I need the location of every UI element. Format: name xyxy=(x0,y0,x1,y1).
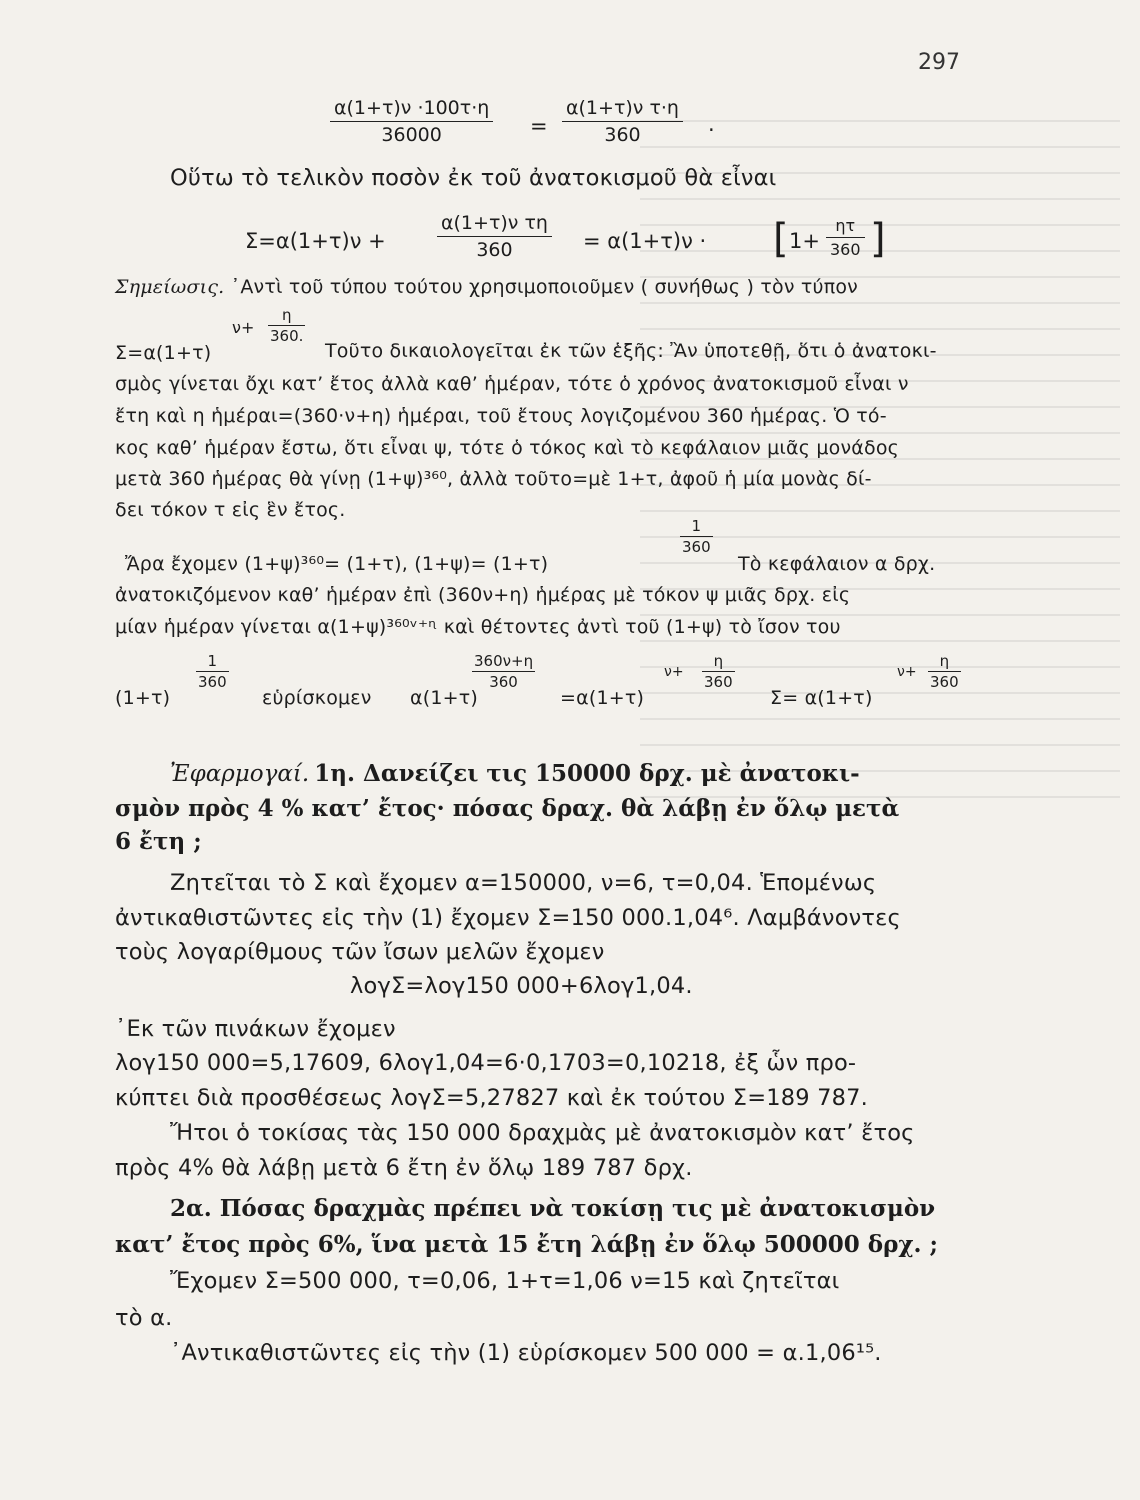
eq1-right-fraction xyxy=(562,97,683,146)
eq2-bracket-open: [ xyxy=(773,216,789,262)
eq4-e-prefix: ν+ xyxy=(897,664,917,680)
eq4-a-denominator: 360 xyxy=(198,673,227,691)
eq3-exp-prefix: ν+ xyxy=(232,318,255,337)
eq2-inner-denominator: 360 xyxy=(826,237,865,259)
eq3-base: Σ=α(1+τ) xyxy=(115,342,212,364)
eq4-d-prefix: ν+ xyxy=(664,664,684,680)
paragraph1-line-1: Τοῦτο δικαιολογεῖται ἐκ τῶν ἑξῆς: Ἂν ὑποτεθῇ, ὅτι ὁ ἀνατοκι- xyxy=(325,340,937,362)
paragraph1-line-5: μετὰ 360 ἡμέρας θὰ γίνῃ (1+ψ)³⁶⁰, ἀλλὰ τοῦτο=μὲ 1+τ, ἀφοῦ ἡ μία μονὰς δί- xyxy=(115,468,872,490)
solution1-line-2: ἀντικαθιστῶντες εἰς τὴν (1) ἔχομεν Σ=150 000.1,04⁶. Λαμβάνοντες xyxy=(115,905,901,931)
question2-line-2: κατ’ ἔτος πρὸς 6%, ἵνα μετὰ 15 ἔτη λάβῃ ἐν ὅλῳ 500000 δρχ. ; xyxy=(115,1231,939,1258)
eq4-a: (1+τ) xyxy=(115,687,171,709)
eq4-c-denominator: 360 xyxy=(472,671,535,691)
eq3-exp-denominator: 360. xyxy=(270,327,304,345)
solution2-line-3: ᾿Αντικαθιστῶντες εἰς τὴν (1) εὑρίσκομεν 500 000 = α.1,06¹⁵. xyxy=(170,1340,882,1366)
ara-exp-denominator: 360 xyxy=(682,538,711,556)
note-label: Σημείωσις. xyxy=(115,276,225,298)
page-number: 297 xyxy=(918,50,960,75)
paragraph1-line-2: σμὸς γίνεται ὄχι κατ’ ἔτος ἀλλὰ καθ’ ἡμέραν, τότε ὁ χρόνος ἀνατοκισμοῦ εἶναι ν xyxy=(115,373,909,395)
paragraph2-line-2: μίαν ἡμέραν γίνεται α(1+ψ)³⁶⁰ᵛ⁺ᶯ καὶ θέτοντες ἀντὶ τοῦ (1+ψ) τὸ ἴσον του xyxy=(115,616,841,638)
note-text: ᾿Αντὶ τοῦ τύπου τούτου χρησιμοποιοῦμεν ( συνήθως ) τὸν τύπον xyxy=(230,276,858,298)
eq1-right-denominator: 360 xyxy=(562,121,683,146)
ara-exp-numerator: 1 xyxy=(691,517,702,535)
solution2-line-2: τὸ α. xyxy=(115,1305,173,1331)
eq4-d-denominator: 360 xyxy=(704,673,733,691)
eq2-inner-numerator: ητ xyxy=(835,216,856,235)
eq1-left-fraction xyxy=(330,97,493,146)
paragraph2-line-1: ἀνατοκιζόμενον καθ’ ἡμέραν ἐπὶ (360ν+η) ἡμέρας μὲ τόκον ψ μιᾶς δρχ. εἰς xyxy=(115,584,851,606)
eq3-exp-fraction xyxy=(268,306,305,345)
eq1-right-numerator: α(1+τ)ν τ·η xyxy=(566,97,679,119)
eq4-d-numerator: η xyxy=(713,652,724,670)
solution1-line-8: Ἤτοι ὁ τοκίσας τὰς 150 000 δραχμὰς μὲ ἀνατοκισμὸν κατ’ ἔτος xyxy=(170,1120,915,1146)
applications-label: Ἐφαρμογαί. xyxy=(170,761,310,787)
solution1-line-5: ᾿Εκ τῶν πινάκων ἔχομεν xyxy=(115,1016,396,1042)
eq2-inner-fraction xyxy=(826,216,865,259)
eq4-c-fraction xyxy=(472,652,535,691)
solution1-line-1: Ζητεῖται τὸ Σ καὶ ἔχομεν α=150000, ν=6, τ=0,04. Ἑπομένως xyxy=(170,870,877,896)
ara-tail: Τὸ κεφάλαιον α δρχ. xyxy=(738,553,936,575)
question1-line-1: 1η. Δανείζει τις 150000 δρχ. μὲ ἀνατοκι- xyxy=(314,760,860,787)
eq4-e-denominator: 360 xyxy=(930,673,959,691)
eq2-middle: = α(1+τ)ν · xyxy=(583,229,707,253)
eq2-fraction xyxy=(437,212,552,261)
eq4-c-numerator: 360ν+η xyxy=(474,652,534,670)
question1-line-3: 6 ἔτη ; xyxy=(115,828,202,855)
paragraph1-line-4: κος καθ’ ἡμέραν ἔστω, ὅτι εἶναι ψ, τότε ὁ τόκος καὶ τὸ κεφάλαιον μιᾶς μονάδος xyxy=(115,437,899,459)
solution1-line-9: πρὸς 4% θὰ λάβῃ μετὰ 6 ἔτη ἐν ὅλῳ 189 787 δρχ. xyxy=(115,1155,693,1181)
eq1-equals: = xyxy=(530,114,548,138)
eq4-e: Σ= α(1+τ) xyxy=(770,687,873,709)
eq2-bracket-inner: 1+ xyxy=(789,229,820,253)
question2-line-1: 2α. Πόσας δραχμὰς πρέπει νὰ τοκίσῃ τις μὲ ἀνατοκισμὸν xyxy=(170,1195,936,1222)
eq4-b: εὑρίσκομεν xyxy=(262,687,372,709)
eq3-exp-numerator: η xyxy=(281,306,292,324)
note-line xyxy=(115,276,858,298)
question1-line-2: σμὸν πρὸς 4 % κατ’ ἔτος· πόσας δραχ. θὰ λάβῃ ἐν ὅλῳ μετὰ xyxy=(115,795,900,822)
eq4-d-fraction xyxy=(702,652,735,691)
solution1-line-4: λογΣ=λογ150 000+6λογ1,04. xyxy=(350,973,693,999)
solution1-line-3: τοὺς λογαρίθμους τῶν ἴσων μελῶν ἔχομεν xyxy=(115,939,605,965)
paragraph1-line-6: δει τόκον τ εἰς ἓν ἔτος. xyxy=(115,499,346,521)
eq4-e-fraction xyxy=(928,652,961,691)
eq4-a-numerator: 1 xyxy=(207,652,218,670)
eq2-denominator: 360 xyxy=(437,236,552,261)
applications-line-1 xyxy=(170,760,860,787)
solution1-line-7: κύπτει διὰ προσθέσεως λογΣ=5,27827 καὶ ἐκ τούτου Σ=189 787. xyxy=(115,1085,869,1111)
eq4-d: =α(1+τ) xyxy=(560,687,645,709)
eq1-period: . xyxy=(708,112,715,136)
eq2-numerator: α(1+τ)ν τη xyxy=(441,212,548,234)
eq1-left-denominator: 36000 xyxy=(330,121,493,146)
solution2-line-1: Ἔχομεν Σ=500 000, τ=0,06, 1+τ=1,06 ν=15 καὶ ζητεῖται xyxy=(170,1268,840,1294)
final-amount-sentence: Οὕτω τὸ τελικὸν ποσὸν ἐκ τοῦ ἀνατοκισμοῦ θὰ εἶναι xyxy=(170,165,777,191)
eq2-lhs: Σ=α(1+τ)ν + xyxy=(245,229,386,253)
eq4-c: α(1+τ) xyxy=(410,687,478,709)
ara-line: Ἄρα ἔχομεν (1+ψ)³⁶⁰= (1+τ), (1+ψ)= (1+τ) xyxy=(125,553,549,575)
eq2-bracket-close: ] xyxy=(870,216,886,262)
eq4-a-fraction xyxy=(196,652,229,691)
solution1-line-6: λογ150 000=5,17609, 6λογ1,04=6·0,1703=0,10218, ἐξ ὧν προ- xyxy=(115,1050,857,1076)
paragraph1-line-3: ἔτη καὶ η ἡμέραι=(360·ν+η) ἡμέραι, τοῦ ἔτους λογιζομένου 360 ἡμέρας. Ὁ τό- xyxy=(115,405,887,427)
ara-exp-fraction xyxy=(680,517,713,556)
eq4-e-numerator: η xyxy=(939,652,950,670)
eq1-left-numerator: α(1+τ)ν ·100τ·η xyxy=(334,97,490,119)
